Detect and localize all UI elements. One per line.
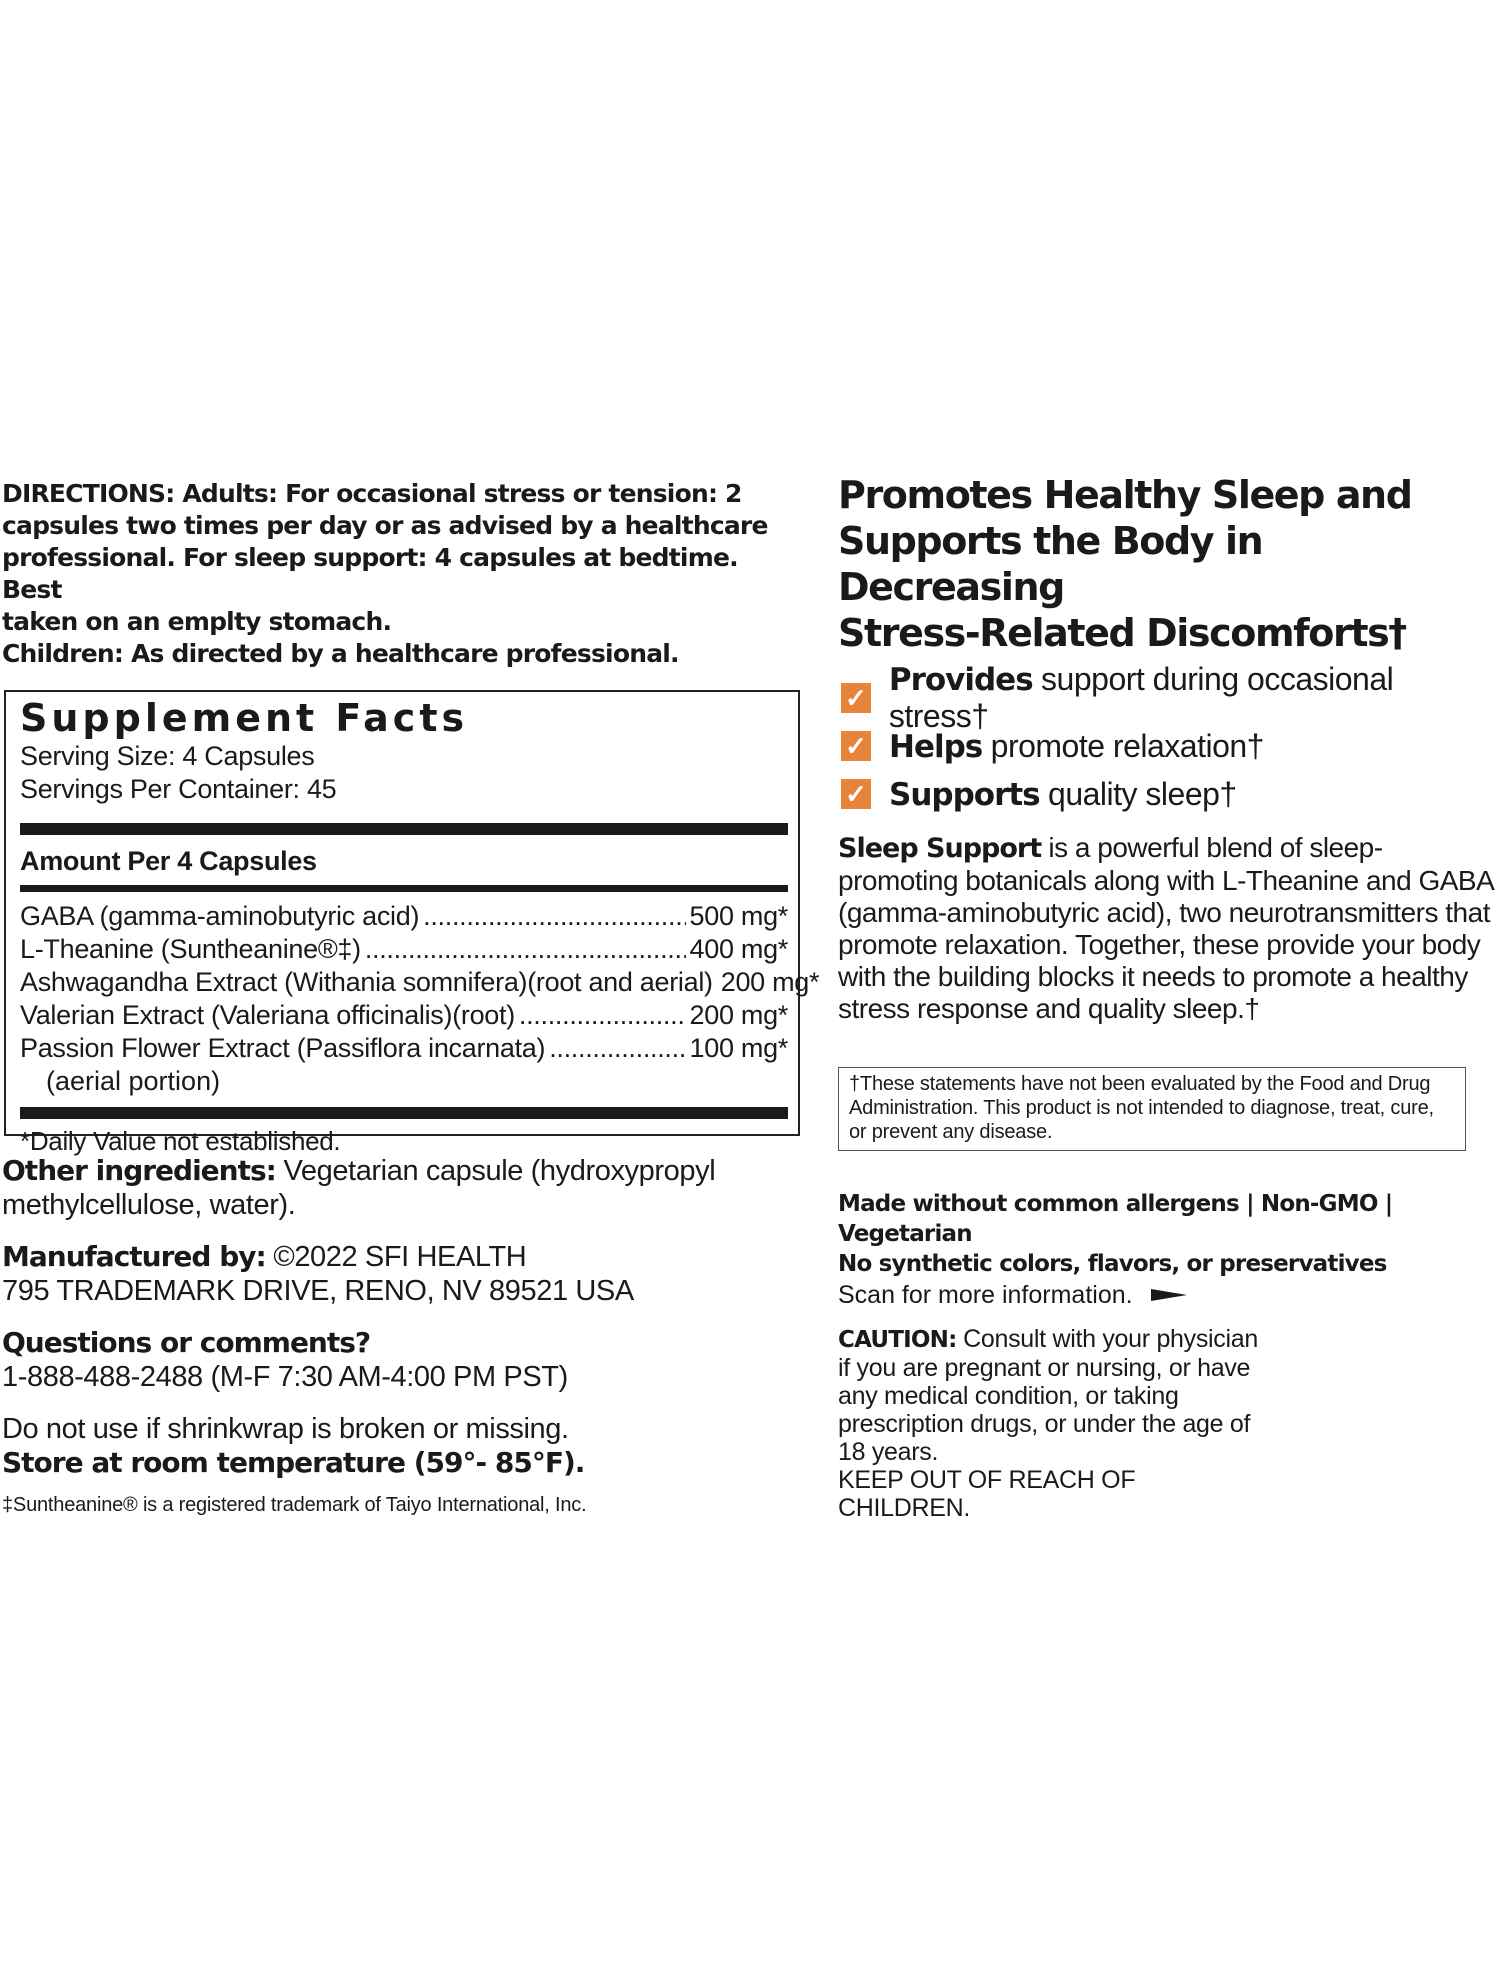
ingredient-amount: 500 mg* — [689, 901, 788, 931]
divider-thick — [20, 1107, 788, 1119]
benefit-item — [838, 770, 1498, 818]
checkmark-icon: ✓ — [841, 683, 871, 713]
benefit-text: Helps promote relaxation† — [889, 727, 1264, 765]
product-description — [838, 832, 1498, 1025]
product-claims — [838, 1189, 1498, 1311]
ingredient-subnote: (aerial portion) — [46, 1066, 221, 1096]
scan-text: Scan for more information. — [838, 1281, 1133, 1309]
directions-line: DIRECTIONS: Adults: For occasional stress or tension: 2 — [2, 479, 742, 508]
divider-thick — [20, 823, 788, 835]
ingredient-amount: 400 mg* — [689, 934, 788, 964]
scan-prompt — [838, 1279, 1498, 1311]
ingredient-amount: 100 mg* — [689, 1033, 788, 1063]
phone-number: 1-888-488-2488 (M-F 7:30 AM-4:00 PM PST) — [2, 1361, 568, 1393]
ingredient-name: L-Theanine (Suntheanine®‡) — [20, 934, 361, 964]
caution-text: Consult with your physician if you are pregnant or nursing, or have any medical condition, or taking prescription drugs, or under the age of 18 years. — [838, 1325, 1258, 1466]
trademark-note: ‡Suntheanine® is a registered trademark of Taiyo International, Inc. — [2, 1494, 587, 1516]
shrinkwrap-warning: Do not use if shrinkwrap is broken or missing. — [2, 1413, 569, 1445]
allergen-claim: Made without common allergens | Non-GMO | Vegetarian — [838, 1191, 1393, 1247]
supplement-facts-title: Supplement Facts — [20, 696, 469, 740]
ingredient-amount: 200 mg* — [720, 967, 820, 997]
serving-size: Serving Size: 4 Capsules — [20, 741, 315, 771]
description-text: is a powerful blend of sleep-promoting botanicals along with L-Theanine and GABA (gamma-aminobutyric acid), two neurotransmitters that promote relaxation. Together, these provide your body with the building blocks it needs to promote a healthy stress response and quality sleep.† — [838, 832, 1493, 1024]
other-ingredients-label: Other ingredients: — [2, 1154, 276, 1187]
caution-label: CAUTION: — [838, 1327, 957, 1353]
leader-dots — [423, 900, 685, 933]
caution-warning — [838, 1325, 1258, 1522]
headline-line: Supports the Body in Decreasing — [838, 519, 1263, 609]
manufacturer-label: Manufactured by: — [2, 1240, 266, 1273]
left-column — [2, 478, 820, 1517]
ingredient-row — [20, 966, 820, 999]
questions-label: Questions or comments? — [2, 1326, 371, 1359]
manufacturer-text: ©2022 SFI HEALTH — [265, 1241, 527, 1273]
arrow-right-icon — [1151, 1289, 1187, 1301]
ingredient-row — [20, 933, 788, 966]
ingredient-row — [20, 999, 788, 1032]
directions-text — [2, 478, 802, 670]
other-ingredients — [2, 1154, 802, 1222]
servings-per-container: Servings Per Container: 45 — [20, 774, 337, 804]
benefit-list — [838, 661, 1498, 818]
description-product-name: Sleep Support — [838, 833, 1042, 864]
ingredient-row — [20, 1032, 788, 1065]
directions-line: Children: As directed by a healthcare professional. — [2, 639, 679, 668]
checkmark-icon: ✓ — [841, 731, 871, 761]
divider-medium — [20, 885, 788, 892]
directions-line: professional. For sleep support: 4 capsules at bedtime. Best — [2, 543, 738, 604]
synthetic-claim: No synthetic colors, flavors, or preservatives — [838, 1251, 1387, 1277]
directions-line: taken on an emplty stomach. — [2, 607, 392, 636]
leader-dots — [519, 999, 686, 1032]
ingredient-list — [20, 900, 820, 1098]
amount-per-serving: Amount Per 4 Capsules — [20, 846, 317, 876]
questions-contact — [2, 1326, 802, 1394]
storage-info — [2, 1412, 802, 1480]
supplement-facts-panel — [4, 690, 820, 1156]
headline-line: Promotes Healthy Sleep and — [838, 473, 1412, 517]
ingredient-name: Passion Flower Extract (Passiflora incarnata) — [20, 1033, 546, 1063]
ingredient-name: Ashwagandha Extract (Withania somnifera)(root and aerial) — [20, 967, 713, 997]
fda-disclaimer: †These statements have not been evaluated by the Food and Drug Administration. This product is not intended to diagnose, treat, cure, or prevent any disease. — [838, 1067, 1466, 1151]
ingredient-name: Valerian Extract (Valeriana officinalis)(root) — [20, 1000, 515, 1030]
daily-value-note: *Daily Value not established. — [20, 1126, 341, 1156]
right-column — [838, 472, 1498, 1522]
benefit-item — [838, 661, 1498, 734]
leader-dots — [549, 1032, 685, 1065]
other-ingredients-text: methylcellulose, water). — [2, 1189, 296, 1221]
headline-line: Stress-Related Discomforts† — [838, 611, 1406, 655]
benefit-text: Supports quality sleep† — [889, 775, 1237, 813]
product-headline — [838, 472, 1498, 656]
storage-temperature: Store at room temperature (59°- 85°F). — [2, 1446, 585, 1479]
manufacturer-address: 795 TRADEMARK DRIVE, RENO, NV 89521 USA — [2, 1275, 634, 1307]
benefit-text: Provides support during occasional stress† — [888, 661, 1394, 734]
manufacturer-info — [2, 1240, 802, 1308]
ingredient-amount: 200 mg* — [689, 1000, 788, 1030]
checkmark-icon: ✓ — [841, 779, 871, 809]
leader-dots — [365, 933, 686, 966]
directions-line: capsules two times per day or as advised by a healthcare — [2, 511, 768, 540]
other-ingredients-text: Vegetarian capsule (hydroxypropyl — [275, 1155, 716, 1187]
keep-out-of-reach: KEEP OUT OF REACH OF CHILDREN. — [838, 1466, 1136, 1522]
ingredient-row — [20, 900, 788, 933]
ingredient-name: GABA (gamma-aminobutyric acid) — [20, 901, 420, 931]
